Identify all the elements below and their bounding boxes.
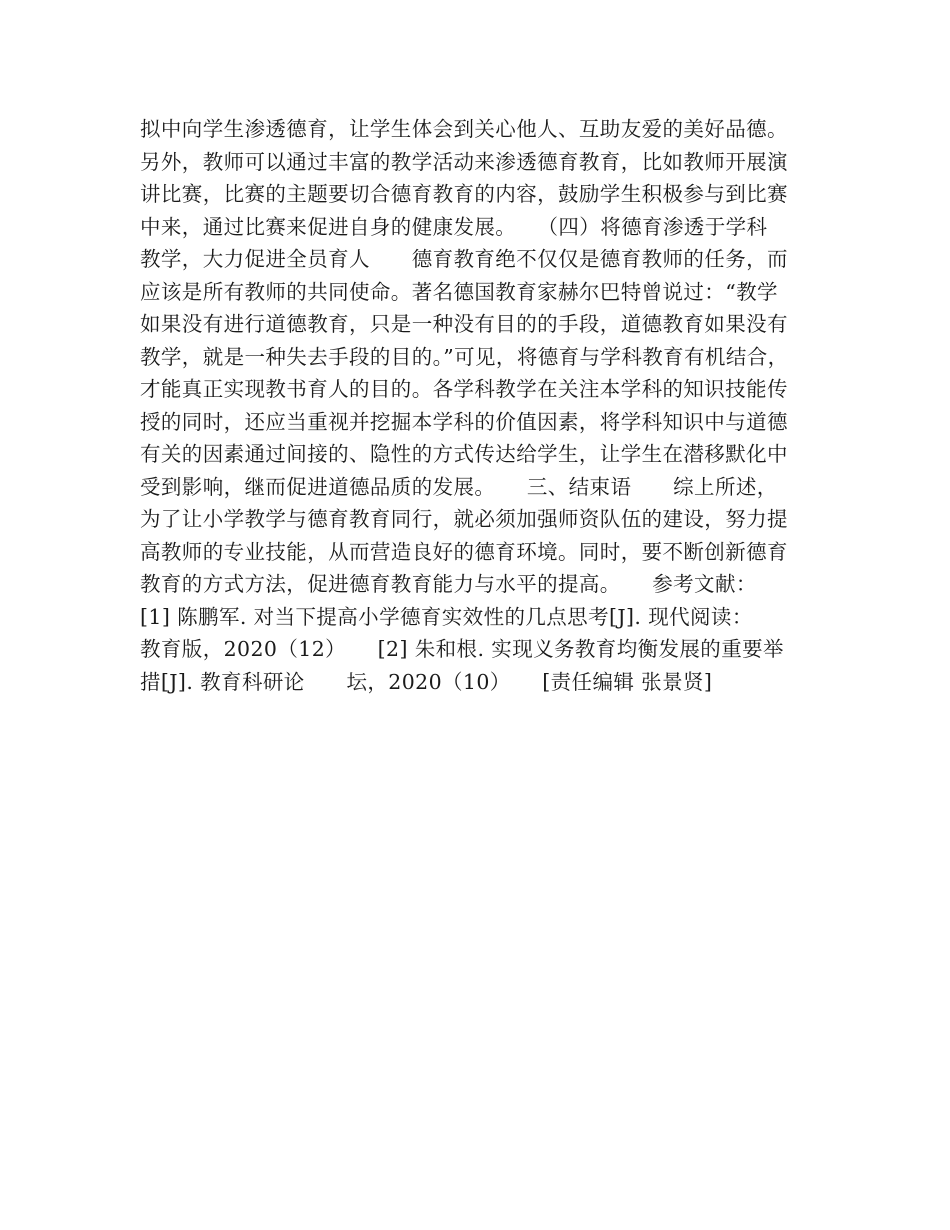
text-line-2: 另外，教师可以通过丰富的教学活动来渗透德育教育，比如教师开展演 xyxy=(140,149,788,174)
text-line-5: 教学，大力促进全员育人 德育教育绝不仅仅是德育教师的任务，而 xyxy=(140,247,788,271)
text-line-8: 教学，就是一种失去手段的目的。”可见，将德育与学科教育有机结合， xyxy=(140,344,789,369)
text-line-12: 受到影响，继而促进道德品质的发展。 三、结束语 综上所述， xyxy=(140,474,778,499)
text-line-1: 拟中向学生渗透德育，让学生体会到关心他人、互助友爱的美好品德。 xyxy=(140,117,788,141)
text-line-4: 中来，通过比赛来促进自身的健康发展。 （四）将德育渗透于学科 xyxy=(140,214,768,239)
reference-line-3: 措[J]. 教育科研论 坛，2020（10） [责任编辑 张景贤] xyxy=(140,669,713,694)
reference-line-1: [1] 陈鹏军. 对当下提高小学德育实效性的几点思考[J]. 现代阅读： xyxy=(140,604,753,629)
text-line-3: 讲比赛，比赛的主题要切合德育教育的内容，鼓励学生积极参与到比赛 xyxy=(140,182,788,206)
text-line-15: 教育的方式方法，促进德育教育能力与水平的提高。 参考文献： xyxy=(140,572,757,596)
text-line-10: 授的同时，还应当重视并挖掘本学科的价值因素，将学科知识中与道德 xyxy=(140,409,788,434)
text-line-7: 如果没有进行道德教育，只是一种没有目的的手段，道德教育如果没有 xyxy=(140,312,788,336)
text-line-6: 应该是所有教师的共同使命。著名德国教育家赫尔巴特曾说过：“教学 xyxy=(140,279,778,304)
reference-line-2: 教育版，2020（12） [2] 朱和根. 实现义务教育均衡发展的重要举 xyxy=(140,637,784,661)
body-text xyxy=(140,113,830,698)
text-line-11: 有关的因素通过间接的、隐性的方式传达给学生，让学生在潜移默化中 xyxy=(140,442,788,466)
text-line-9: 才能真正实现教书育人的目的。各学科教学在关注本学科的知识技能传 xyxy=(140,377,788,401)
text-line-13: 为了让小学教学与德育教育同行，就必须加强师资队伍的建设，努力提 xyxy=(140,507,788,531)
text-line-14: 高教师的专业技能，从而营造良好的德育环境。同时，要不断创新德育 xyxy=(140,539,788,564)
